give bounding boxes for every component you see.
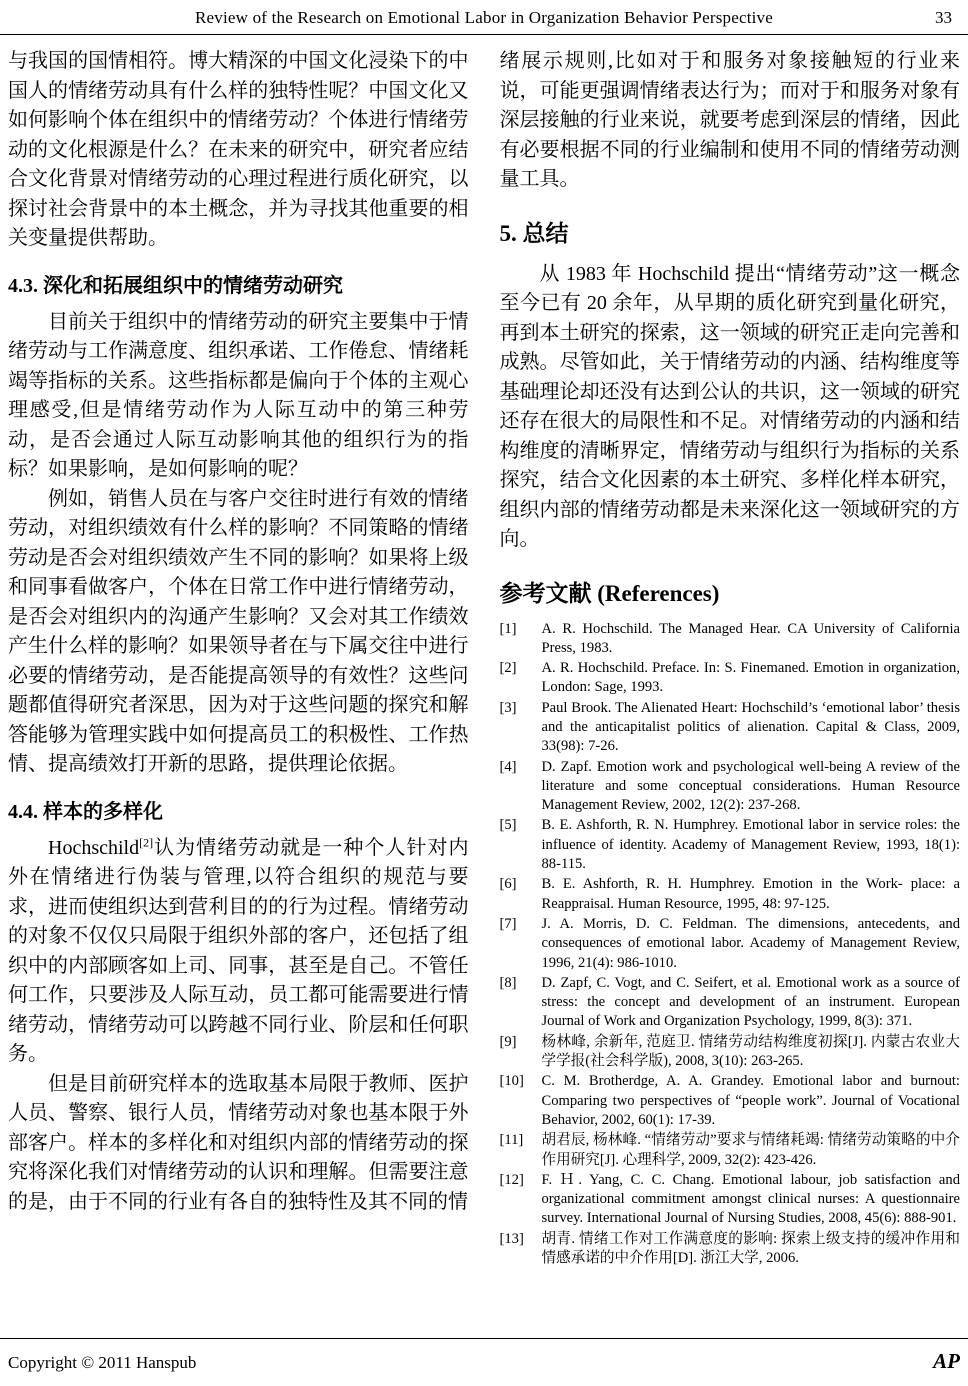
reference-text: B. E. Ashforth, R. H. Humphrey. Emotion in the Work- place: a Reappraisal. Human Resource, 1995, 48: 97-125. — [541, 876, 960, 912]
reference-number: [3] — [499, 699, 517, 716]
paragraph-continuation: 与我国的国情相符。博大精深的中国文化浸染下的中国人的情绪劳动具有什么样的独特性呢？中国文化又如何影响个体在组织中的情绪劳动？个体进行情绪劳动的文化根源是什么？在未来的研究中，研究者应结合文化背景对情绪劳动的心理过程进行质化研究，以探讨社会背景中的本土概念，并为寻找其他重要的相关变量提供帮助。 — [8, 50, 469, 249]
reference-item — [500, 915, 961, 973]
paragraph-continuation-right: 绪展示规则,比如对于和服务对象接触短的行业来说，可能更强调情绪表达行为；而对于和服务对象有深层接触的行业来说，就要考虑到深层的情绪，因此有必要根据不同的行业编制和使用不同的情绪劳动测量工具。 — [499, 50, 960, 190]
reference-text: D. Zapf. Emotion work and psychological well-being A review of the literature and some conceptual considerations. Human Resource Management Review, 2002, 12(2): 237-268. — [541, 758, 960, 814]
paragraph-4-4-1 — [8, 834, 469, 1070]
reference-item — [500, 1072, 961, 1130]
reference-number: [12] — [499, 1171, 524, 1188]
reference-number: [7] — [499, 915, 517, 932]
reference-text: 胡君辰, 杨林峰. “情绪劳动”要求与情绪耗竭: 情绪劳动策略的中介作用研究[J]. 心理科学, 2009, 32(2): 423-426. — [541, 1132, 960, 1168]
paragraph-4-3-1: 目前关于组织中的情绪劳动的研究主要集中于情绪劳动与工作满意度、组织承诺、工作倦怠、情绪耗竭等指标的关系。这些指标都是偏向于个体的主观心理感受,但是情绪劳动作为人际互动中的第三种劳动，是否会通过人际互动影响其他的组织行为的指标？如果影响，是如何影响的呢？ — [8, 310, 469, 480]
reference-item — [500, 699, 961, 757]
reference-text: A. R. Hochschild. Preface. In: S. Finemaned. Emotion in organization, London: Sage, 1993. — [541, 660, 960, 696]
section-heading-4-3: 4.3. 深化和拓展组织中的情绪劳动研究 — [8, 274, 343, 297]
references-heading: 参考文献 (References) — [499, 580, 720, 606]
reference-text: 杨林峰, 余新年, 范庭卫. 情绪劳动结构维度初探[J]. 内蒙古农业大学学报(社会科学版), 2008, 3(10): 263-265. — [541, 1033, 960, 1070]
right-column — [500, 47, 961, 1338]
reference-text: C. M. Brotherdge, A. A. Grandey. Emotional labor and burnout: Comparing two perspectives of “people work”. Journal of Vocational Behavior, 2002, 60(1): 17-39. — [541, 1073, 960, 1128]
journal-logo: AP — [933, 1349, 960, 1373]
reference-text: 胡青. 情绪工作对工作满意度的影响: 探索上级支持的缓冲作用和情感承诺的中介作用[D]. 浙江大学, 2006. — [541, 1230, 960, 1266]
reference-text: F. Ｈ. Yang, C. C. Chang. Emotional labour, job satisfaction and organizational commitment amongst clinical nurses: A questionnaire survey. International Journal of Nursing Studies, 2008, 45(6): 888-901. — [541, 1171, 960, 1227]
page-header — [8, 6, 960, 35]
reference-item — [500, 620, 961, 659]
reference-number: [1] — [499, 620, 517, 637]
reference-number: [6] — [499, 876, 517, 893]
section-heading-4-4: 4.4. 样本的多样化 — [8, 800, 163, 823]
reference-number: [5] — [499, 817, 517, 834]
running-head-title: Review of the Research on Emotional Labor in Organization Behavior Perspective — [194, 8, 773, 27]
page-footer — [8, 1338, 960, 1386]
running-head — [8, 6, 960, 34]
reference-text: D. Zapf, C. Vogt, and C. Seifert, et al. Emotional work as a source of stress: the concept and development of an instrument. European Journal of Work and Organization Psychology, 1999, 8(3): 371. — [541, 974, 960, 1030]
copyright-notice: Copyright © 2011 Hanspub — [8, 1353, 197, 1372]
two-column-body — [8, 47, 960, 1338]
reference-text: A. R. Hochschild. The Managed Hear. CA University of California Press, 1983. — [541, 620, 960, 656]
reference-number: [11] — [499, 1132, 524, 1149]
author-name: Hochschild — [48, 836, 140, 859]
reference-number: [13] — [499, 1230, 524, 1247]
reference-item — [500, 875, 961, 914]
reference-item — [500, 1171, 961, 1229]
reference-item — [500, 1033, 961, 1072]
reference-number: [2] — [499, 660, 517, 677]
page-number: 33 — [935, 8, 952, 27]
header-divider — [0, 34, 968, 35]
reference-item — [500, 758, 961, 816]
paragraph-5-1: 从 1983 年 Hochschild 提出“情绪劳动”这一概念至今已有 20 余年，从早期的质化研究到量化研究，再到本土研究的探索，这一领域的研究正走向完善和成熟。尽管如此，关于情绪劳动的内涵、结构维度等基础理论却还没有达到公认的共识，这一领域的研究还存在很大的局限性和不足。对情绪劳动的内涵和结构维度的清晰界定，情绪劳动与组织行为指标的关系探究，结合文化因素的本土研究、多样化样本研究，组织内部的情绪劳动都是未来深化这一领域研究的方向。 — [499, 262, 960, 550]
references-list — [500, 620, 961, 1269]
reference-item — [500, 974, 961, 1032]
paragraph-4-4-1-text: 认为情绪劳动就是一种个人针对内外在情绪进行伪装与管理,以符合组织的规范与要求，进而使组织达到营利目的的行为过程。情绪劳动的对象不仅仅只局限于组织外部的客户，还包括了组织中的内部顾客如上司、同事，甚至是自己。不管任何工作，只要涉及人际互动，员工都可能需要进行情绪劳动，情绪劳动可以跨越不同行业、阶层和任何职务。 — [8, 836, 469, 1065]
reference-text: B. E. Ashforth, R. N. Humphrey. Emotional labor in service roles: the influence of identity. Academy of Management Review, 1993, 18(1): 88-115. — [541, 817, 960, 873]
reference-text: J. A. Morris, D. C. Feldman. The dimensions, antecedents, and consequences of emotional labor. Academy of Management Review, 1996, 21(4): 986-1010. — [541, 915, 960, 971]
left-column — [8, 47, 469, 1338]
paragraph-4-3-2: 例如，销售人员在与客户交往时进行有效的情绪劳动，对组织绩效有什么样的影响？不同策略的情绪劳动是否会对组织绩效产生不同的影响？如果将上级和同事看做客户，个体在日常工作中进行情绪劳动，是否会对组织内的沟通产生影响？又会对其工作绩效产生什么样的影响？如果领导者在与下属交往中进行必要的情绪劳动，是否能提高领导的有效性？这些问题都值得研究者深思，因为对于这些问题的探究和解答能够为管理实践中如何提高员工的积极性、工作热情、提高绩效打开新的思路，提供理论依据。 — [8, 487, 469, 775]
reference-item — [500, 1230, 961, 1269]
reference-number: [8] — [499, 974, 517, 991]
paragraph-4-4-2: 但是目前研究样本的选取基本局限于教师、医护人员、警察、银行人员，情绪劳动对象也基本限于外部客户。样本的多样化和对组织内部的情绪劳动的探究将深化我们对情绪劳动的认识和理解。但需要注意的是，由于不同的行业有各自的独特性及其不同的情 — [8, 1072, 469, 1213]
reference-text: Paul Brook. The Alienated Heart: Hochschild’s ‘emotional labor’ thesis and the anticapitalist politics of alienation. Capital & Class, 2009, 33(98): 7-26. — [541, 699, 960, 755]
reference-number: [9] — [499, 1033, 517, 1050]
section-heading-5: 5. 总结 — [499, 220, 569, 246]
reference-number: [10] — [499, 1073, 524, 1090]
reference-number: [4] — [499, 758, 517, 775]
reference-item — [500, 816, 961, 874]
footer-row — [8, 1339, 960, 1386]
reference-item — [500, 1131, 961, 1170]
citation-superscript: [2] — [139, 834, 154, 849]
reference-item — [500, 659, 961, 698]
